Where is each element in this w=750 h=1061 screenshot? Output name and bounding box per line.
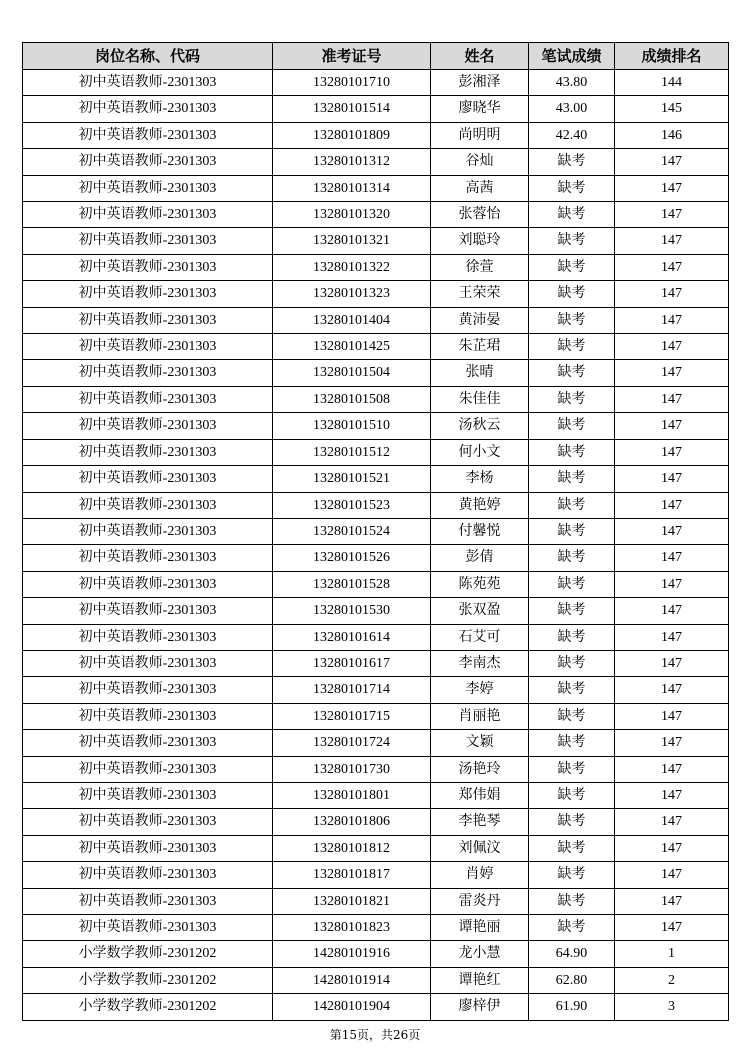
cell-score: 缺考 (529, 360, 615, 386)
cell-ticket-number: 13280101812 (273, 835, 431, 861)
table-body (23, 70, 729, 1021)
cell-score: 64.90 (529, 941, 615, 967)
table-row (23, 439, 729, 465)
cell-score: 缺考 (529, 281, 615, 307)
cell-score: 缺考 (529, 545, 615, 571)
cell-score: 缺考 (529, 149, 615, 175)
cell-rank: 147 (615, 703, 729, 729)
table-row (23, 782, 729, 808)
cell-rank: 147 (615, 809, 729, 835)
table-row (23, 703, 729, 729)
cell-ticket-number: 13280101806 (273, 809, 431, 835)
cell-ticket-number: 14280101916 (273, 941, 431, 967)
cell-position: 初中英语教师-2301303 (23, 439, 273, 465)
cell-rank: 147 (615, 413, 729, 439)
cell-position: 初中英语教师-2301303 (23, 122, 273, 148)
cell-ticket-number: 13280101508 (273, 386, 431, 412)
cell-position: 初中英语教师-2301303 (23, 809, 273, 835)
cell-ticket-number: 13280101523 (273, 492, 431, 518)
cell-name: 高茜 (431, 175, 529, 201)
cell-ticket-number: 13280101526 (273, 545, 431, 571)
cell-rank: 147 (615, 202, 729, 228)
table-row (23, 862, 729, 888)
cell-score: 缺考 (529, 598, 615, 624)
table-row (23, 598, 729, 624)
cell-position: 初中英语教师-2301303 (23, 281, 273, 307)
cell-position: 初中英语教师-2301303 (23, 307, 273, 333)
header-rank: 成绩排名 (615, 43, 729, 70)
table-row (23, 466, 729, 492)
cell-score: 缺考 (529, 518, 615, 544)
cell-position: 初中英语教师-2301303 (23, 228, 273, 254)
cell-score: 缺考 (529, 254, 615, 280)
cell-rank: 3 (615, 994, 729, 1020)
cell-ticket-number: 14280101914 (273, 967, 431, 993)
cell-position: 初中英语教师-2301303 (23, 254, 273, 280)
cell-name: 李杨 (431, 466, 529, 492)
cell-rank: 147 (615, 254, 729, 280)
table-row (23, 571, 729, 597)
cell-position: 初中英语教师-2301303 (23, 915, 273, 941)
cell-name: 龙小慧 (431, 941, 529, 967)
cell-name: 朱佳佳 (431, 386, 529, 412)
cell-ticket-number: 13280101321 (273, 228, 431, 254)
cell-score: 缺考 (529, 571, 615, 597)
cell-score: 缺考 (529, 862, 615, 888)
cell-position: 初中英语教师-2301303 (23, 518, 273, 544)
table-row (23, 915, 729, 941)
cell-rank: 147 (615, 386, 729, 412)
cell-position: 初中英语教师-2301303 (23, 835, 273, 861)
cell-rank: 2 (615, 967, 729, 993)
cell-score: 缺考 (529, 782, 615, 808)
cell-ticket-number: 13280101724 (273, 730, 431, 756)
cell-position: 初中英语教师-2301303 (23, 650, 273, 676)
cell-name: 朱芷珺 (431, 334, 529, 360)
cell-score: 61.90 (529, 994, 615, 1020)
table-row (23, 175, 729, 201)
cell-ticket-number: 13280101821 (273, 888, 431, 914)
cell-score: 缺考 (529, 492, 615, 518)
cell-name: 张蓉怡 (431, 202, 529, 228)
cell-ticket-number: 13280101730 (273, 756, 431, 782)
table-row (23, 835, 729, 861)
cell-name: 黄沛晏 (431, 307, 529, 333)
table-row (23, 492, 729, 518)
cell-rank: 147 (615, 782, 729, 808)
cell-rank: 147 (615, 439, 729, 465)
table-row (23, 281, 729, 307)
cell-name: 谭艳丽 (431, 915, 529, 941)
header-name: 姓名 (431, 43, 529, 70)
cell-ticket-number: 13280101715 (273, 703, 431, 729)
cell-name: 郑伟娟 (431, 782, 529, 808)
cell-name: 何小文 (431, 439, 529, 465)
cell-rank: 147 (615, 598, 729, 624)
cell-rank: 147 (615, 307, 729, 333)
header-score: 笔试成绩 (529, 43, 615, 70)
cell-ticket-number: 13280101823 (273, 915, 431, 941)
cell-name: 汤秋云 (431, 413, 529, 439)
cell-name: 刘佩汶 (431, 835, 529, 861)
cell-rank: 147 (615, 281, 729, 307)
cell-ticket-number: 13280101801 (273, 782, 431, 808)
cell-score: 缺考 (529, 756, 615, 782)
cell-rank: 1 (615, 941, 729, 967)
cell-position: 初中英语教师-2301303 (23, 175, 273, 201)
cell-rank: 147 (615, 492, 729, 518)
cell-rank: 147 (615, 334, 729, 360)
table-row (23, 809, 729, 835)
table-row (23, 386, 729, 412)
cell-ticket-number: 13280101817 (273, 862, 431, 888)
table-row (23, 413, 729, 439)
cell-ticket-number: 13280101504 (273, 360, 431, 386)
cell-position: 初中英语教师-2301303 (23, 782, 273, 808)
cell-ticket-number: 13280101314 (273, 175, 431, 201)
table-row (23, 70, 729, 96)
cell-score: 缺考 (529, 809, 615, 835)
cell-score: 42.40 (529, 122, 615, 148)
cell-rank: 147 (615, 915, 729, 941)
cell-name: 张晴 (431, 360, 529, 386)
cell-score: 62.80 (529, 967, 615, 993)
cell-position: 初中英语教师-2301303 (23, 862, 273, 888)
table-row (23, 228, 729, 254)
cell-ticket-number: 13280101521 (273, 466, 431, 492)
cell-ticket-number: 13280101425 (273, 334, 431, 360)
cell-rank: 147 (615, 149, 729, 175)
cell-score: 43.00 (529, 96, 615, 122)
table-row (23, 360, 729, 386)
table-row (23, 677, 729, 703)
cell-name: 尚明明 (431, 122, 529, 148)
cell-ticket-number: 13280101512 (273, 439, 431, 465)
table-row (23, 122, 729, 148)
cell-name: 付馨悦 (431, 518, 529, 544)
cell-rank: 147 (615, 888, 729, 914)
cell-rank: 147 (615, 228, 729, 254)
cell-score: 缺考 (529, 677, 615, 703)
cell-position: 小学数学教师-2301202 (23, 994, 273, 1020)
cell-rank: 147 (615, 360, 729, 386)
cell-position: 初中英语教师-2301303 (23, 730, 273, 756)
cell-ticket-number: 13280101714 (273, 677, 431, 703)
cell-ticket-number: 13280101312 (273, 149, 431, 175)
cell-rank: 147 (615, 730, 729, 756)
table-row (23, 202, 729, 228)
cell-rank: 147 (615, 835, 729, 861)
cell-rank: 147 (615, 650, 729, 676)
cell-rank: 147 (615, 756, 729, 782)
cell-position: 初中英语教师-2301303 (23, 149, 273, 175)
cell-rank: 147 (615, 545, 729, 571)
cell-name: 彭湘泽 (431, 70, 529, 96)
header-position: 岗位名称、代码 (23, 43, 273, 70)
cell-name: 廖晓华 (431, 96, 529, 122)
cell-name: 李婷 (431, 677, 529, 703)
cell-name: 黄艳婷 (431, 492, 529, 518)
cell-name: 廖梓伊 (431, 994, 529, 1020)
cell-position: 初中英语教师-2301303 (23, 360, 273, 386)
cell-score: 缺考 (529, 307, 615, 333)
cell-ticket-number: 13280101510 (273, 413, 431, 439)
cell-position: 初中英语教师-2301303 (23, 598, 273, 624)
table-row (23, 730, 729, 756)
cell-position: 初中英语教师-2301303 (23, 571, 273, 597)
cell-score: 缺考 (529, 835, 615, 861)
table-row (23, 545, 729, 571)
cell-name: 肖婷 (431, 862, 529, 888)
table-row (23, 994, 729, 1020)
cell-rank: 144 (615, 70, 729, 96)
cell-name: 刘聪玲 (431, 228, 529, 254)
cell-rank: 147 (615, 175, 729, 201)
cell-ticket-number: 13280101514 (273, 96, 431, 122)
cell-ticket-number: 13280101530 (273, 598, 431, 624)
cell-name: 谷灿 (431, 149, 529, 175)
cell-rank: 147 (615, 862, 729, 888)
cell-score: 缺考 (529, 730, 615, 756)
cell-name: 文颖 (431, 730, 529, 756)
cell-score: 缺考 (529, 386, 615, 412)
cell-ticket-number: 13280101320 (273, 202, 431, 228)
cell-name: 徐萱 (431, 254, 529, 280)
cell-ticket-number: 13280101404 (273, 307, 431, 333)
cell-position: 初中英语教师-2301303 (23, 888, 273, 914)
cell-name: 汤艳玲 (431, 756, 529, 782)
cell-position: 初中英语教师-2301303 (23, 624, 273, 650)
cell-name: 彭倩 (431, 545, 529, 571)
cell-score: 缺考 (529, 888, 615, 914)
cell-position: 初中英语教师-2301303 (23, 202, 273, 228)
cell-ticket-number: 13280101614 (273, 624, 431, 650)
cell-ticket-number: 13280101323 (273, 281, 431, 307)
cell-score: 缺考 (529, 202, 615, 228)
cell-position: 初中英语教师-2301303 (23, 70, 273, 96)
cell-ticket-number: 13280101809 (273, 122, 431, 148)
cell-position: 初中英语教师-2301303 (23, 703, 273, 729)
page-footer: 第15页，共26页 (329, 1028, 421, 1042)
table-row (23, 518, 729, 544)
cell-name: 谭艳红 (431, 967, 529, 993)
cell-score: 缺考 (529, 439, 615, 465)
cell-rank: 147 (615, 466, 729, 492)
table-row (23, 888, 729, 914)
cell-score: 缺考 (529, 175, 615, 201)
cell-position: 初中英语教师-2301303 (23, 334, 273, 360)
table-row (23, 941, 729, 967)
cell-name: 王荣荣 (431, 281, 529, 307)
table-row (23, 149, 729, 175)
cell-position: 初中英语教师-2301303 (23, 386, 273, 412)
cell-ticket-number: 13280101710 (273, 70, 431, 96)
cell-score: 缺考 (529, 915, 615, 941)
cell-score: 缺考 (529, 466, 615, 492)
table-row (23, 307, 729, 333)
cell-score: 缺考 (529, 703, 615, 729)
cell-position: 初中英语教师-2301303 (23, 466, 273, 492)
cell-rank: 147 (615, 677, 729, 703)
cell-rank: 147 (615, 624, 729, 650)
cell-score: 43.80 (529, 70, 615, 96)
cell-position: 初中英语教师-2301303 (23, 96, 273, 122)
header-ticket-number: 准考证号 (273, 43, 431, 70)
table-row (23, 756, 729, 782)
results-table (22, 42, 729, 1021)
cell-name: 张双盈 (431, 598, 529, 624)
cell-position: 初中英语教师-2301303 (23, 756, 273, 782)
table-row (23, 967, 729, 993)
cell-rank: 145 (615, 96, 729, 122)
cell-ticket-number: 13280101528 (273, 571, 431, 597)
cell-ticket-number: 14280101904 (273, 994, 431, 1020)
cell-ticket-number: 13280101524 (273, 518, 431, 544)
cell-position: 小学数学教师-2301202 (23, 967, 273, 993)
cell-position: 初中英语教师-2301303 (23, 677, 273, 703)
cell-name: 雷炎丹 (431, 888, 529, 914)
table-row (23, 254, 729, 280)
cell-rank: 147 (615, 571, 729, 597)
cell-score: 缺考 (529, 334, 615, 360)
table-row (23, 624, 729, 650)
cell-name: 李艳琴 (431, 809, 529, 835)
cell-name: 陈苑苑 (431, 571, 529, 597)
cell-name: 李南杰 (431, 650, 529, 676)
cell-score: 缺考 (529, 413, 615, 439)
cell-name: 肖丽艳 (431, 703, 529, 729)
table-row (23, 650, 729, 676)
cell-score: 缺考 (529, 650, 615, 676)
cell-ticket-number: 13280101617 (273, 650, 431, 676)
cell-rank: 146 (615, 122, 729, 148)
cell-position: 初中英语教师-2301303 (23, 413, 273, 439)
cell-score: 缺考 (529, 228, 615, 254)
cell-position: 小学数学教师-2301202 (23, 941, 273, 967)
cell-name: 石艾可 (431, 624, 529, 650)
table-row (23, 334, 729, 360)
table-row (23, 96, 729, 122)
cell-rank: 147 (615, 518, 729, 544)
cell-position: 初中英语教师-2301303 (23, 492, 273, 518)
table-header-row (23, 43, 729, 70)
cell-score: 缺考 (529, 624, 615, 650)
cell-ticket-number: 13280101322 (273, 254, 431, 280)
cell-position: 初中英语教师-2301303 (23, 545, 273, 571)
